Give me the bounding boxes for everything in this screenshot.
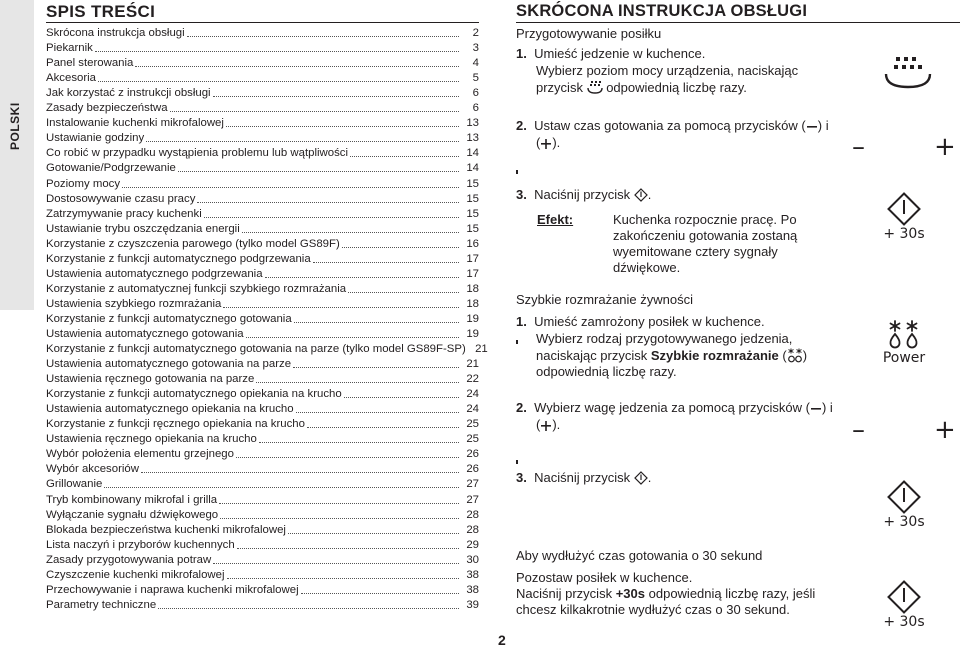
toc-entry-title: Lista naczyń i przyborów kuchennych (46, 538, 235, 551)
toc-entry-page: 25 (466, 418, 479, 431)
toc-entry-page: 2 (472, 27, 479, 40)
toc-entry (46, 281, 479, 296)
toc-leader-dots (135, 66, 459, 67)
toc-entry-title: Gotowanie/Podgrzewanie (46, 162, 176, 175)
minus-inline-icon (806, 121, 818, 133)
toc-entry (46, 341, 488, 356)
toc-entry-title: Akcesoria (46, 72, 97, 85)
toc-entry (46, 582, 479, 597)
toc-entry-title: Ustawienia ręcznego gotowania na parze (46, 373, 255, 386)
toc-entry-title: Ustawienia automatycznego podgrzewania (46, 267, 263, 280)
toc-entry-page: 24 (466, 388, 479, 401)
toc-entry-page: 15 (466, 192, 479, 205)
toc-leader-dots (242, 232, 459, 233)
section-heading-defrost: Szybkie rozmrażanie żywności (516, 292, 694, 307)
toc-leader-dots (178, 171, 459, 172)
minus-inline-icon (810, 403, 822, 415)
toc-entry-page: 15 (466, 177, 479, 190)
defrost-step-1-line-3: naciskając przycisk Szybkie rozmrażanie ( ) (536, 348, 808, 363)
toc-entry-title: Czyszczenie kuchenki mikrofalowej (46, 568, 225, 581)
toc-entry-title: Parametry techniczne (46, 598, 157, 611)
start-30s-icon: + 30s (880, 580, 928, 630)
toc-entry-title: Ustawianie godziny (46, 132, 145, 145)
toc-entry (46, 100, 479, 115)
toc-entry-title: Zasady bezpieczeństwa (46, 102, 168, 115)
toc-entry-title: Korzystanie z funkcji automatycznego gotowania na parze (tylko model GS89F-SP) (46, 343, 466, 356)
plus-inline-icon (540, 138, 552, 150)
toc-leader-dots (227, 578, 459, 579)
toc-entry-page: 4 (472, 57, 479, 70)
toc-entry (46, 537, 479, 552)
toc-entry (46, 371, 479, 386)
toc-leader-dots (296, 412, 459, 413)
toc-entry-title: Korzystanie z funkcji ręcznego opiekania na krucho (46, 418, 305, 431)
defrost-step-2-line-1: 2. Wybierz wagę jedzenia za pomocą przycisków ( ) i (516, 400, 833, 415)
toc-entry (46, 522, 479, 537)
toc-entry-page: 6 (472, 87, 479, 100)
step-2-line-2: ( ). (536, 135, 561, 150)
start-30s-icon: + 30s (880, 192, 928, 242)
quick-guide (516, 0, 960, 649)
toc-entry (46, 85, 479, 100)
toc-leader-dots (348, 292, 459, 293)
toc-leader-dots (197, 202, 459, 203)
start-inline-icon (634, 471, 648, 485)
toc-entry (46, 130, 479, 145)
toc-entry-title: Korzystanie z funkcji automatycznego opiekania na krucho (46, 388, 342, 401)
power-level-icon (882, 54, 934, 92)
toc-leader-dots (288, 533, 459, 534)
toc-entry-page: 15 (466, 222, 479, 235)
toc-entry (46, 40, 479, 55)
toc-entry-page: 22 (466, 373, 479, 386)
toc-entry-title: Ustawianie trybu oszczędzania energii (46, 222, 240, 235)
toc-entry-title: Ustawienia automatycznego opiekania na krucho (46, 403, 294, 416)
toc-entry (46, 145, 479, 160)
toc-leader-dots (213, 96, 459, 97)
toc-entry (46, 25, 479, 40)
toc-entry-page: 19 (466, 327, 479, 340)
toc-entry-title: Instalowanie kuchenki mikrofalowej (46, 117, 224, 130)
toc-entry-title: Korzystanie z automatycznej funkcji szybkiego rozmrażania (46, 282, 347, 295)
toc-leader-dots (223, 307, 459, 308)
toc-entry (46, 296, 479, 311)
toc-entry-page: 21 (475, 343, 488, 356)
toc-entry-title: Jak korzystać z instrukcji obsługi (46, 87, 211, 100)
toc-entry-page: 13 (466, 132, 479, 145)
toc-entry-title: Ustawienia szybkiego rozmrażania (46, 297, 222, 310)
language-side-tab (0, 0, 34, 310)
toc-entry-title: Korzystanie z funkcji automatycznego gotowania (46, 312, 292, 325)
defrost-step-1-line-1: 1. Umieść zamrożony posiłek w kuchence. (516, 314, 765, 329)
plus-icon: + (934, 132, 956, 162)
language-label: POLSKI (8, 102, 22, 150)
toc-leader-dots (344, 397, 459, 398)
page-number: 2 (498, 632, 506, 648)
toc-leader-dots (350, 156, 459, 157)
toc-entry-title: Ustawienia ręcznego opiekania na krucho (46, 433, 257, 446)
toc-entry-title: Dostosowywanie czasu pracy (46, 192, 196, 205)
defrost-step-1-line-4: odpowiednią liczbę razy. (536, 364, 677, 379)
toc-entry-page: 29 (466, 538, 479, 551)
toc-entry (46, 326, 479, 341)
toc-entry (46, 567, 479, 582)
toc-entry-title: Przechowywanie i naprawa kuchenki mikrofalowej (46, 583, 299, 596)
toc-leader-dots (293, 367, 459, 368)
toc-leader-dots (256, 382, 459, 383)
toc-entry-title: Blokada bezpieczeństwa kuchenki mikrofalowej (46, 523, 286, 536)
toc-entry (46, 446, 479, 461)
toc-entry-title: Skrócona instrukcja obsługi (46, 27, 185, 40)
toc-entry-page: 38 (466, 583, 479, 596)
guide-divider (516, 22, 960, 23)
start-30s-icon: + 30s (880, 480, 928, 530)
toc-entry (46, 55, 479, 70)
toc-entry-page: 6 (472, 102, 479, 115)
defrost-step-1-line-2: Wybierz rodzaj przygotowywanego jedzenia, (536, 331, 793, 346)
effect-line-1: Kuchenka rozpocznie pracę. Po (613, 212, 797, 227)
toc-entry (46, 356, 479, 371)
toc-entry-page: 18 (466, 297, 479, 310)
extend-line-3: chcesz kilkakrotnie wydłużyć czas o 30 sekund. (516, 602, 790, 617)
toc-leader-dots (219, 503, 459, 504)
toc-leader-dots (237, 548, 459, 549)
toc-title: SPIS TREŚCI (46, 2, 156, 21)
toc-entry-page: 30 (466, 553, 479, 566)
toc-entry-page: 26 (466, 463, 479, 476)
toc-entry (46, 206, 479, 221)
toc-leader-dots (307, 427, 459, 428)
toc-entry-title: Grillowanie (46, 478, 103, 491)
toc-entry (46, 175, 479, 190)
toc-leader-dots (141, 472, 459, 473)
step-3-line: 3. Naciśnij przycisk . (516, 187, 652, 202)
toc-entry-page: 19 (466, 312, 479, 325)
toc-entry (46, 191, 479, 206)
toc-entry-page: 5 (472, 72, 479, 85)
toc-entry (46, 115, 479, 130)
section-heading-extend-time: Aby wydłużyć czas gotowania o 30 sekund (516, 548, 763, 563)
plus-inline-icon (540, 420, 552, 432)
toc-entry (46, 221, 479, 236)
minus-icon: – (852, 132, 865, 162)
toc-entry (46, 236, 479, 251)
toc-leader-dots (265, 277, 459, 278)
toc-leader-dots (342, 247, 459, 248)
toc-entry-page: 28 (466, 508, 479, 521)
toc-leader-dots (226, 126, 459, 127)
toc-entry-title: Zatrzymywanie pracy kuchenki (46, 207, 202, 220)
power-level-inline-icon (587, 80, 603, 95)
minus-icon: – (852, 415, 865, 445)
toc-entry (46, 266, 479, 281)
toc-leader-dots (170, 111, 459, 112)
toc-entry-page: 28 (466, 523, 479, 536)
toc-entry (46, 311, 479, 326)
toc-entry-page: 14 (466, 162, 479, 175)
toc-leader-dots (104, 487, 459, 488)
toc-entry (46, 491, 479, 506)
toc-entry-page: 27 (466, 478, 479, 491)
toc-leader-dots (187, 36, 459, 37)
toc-leader-dots (146, 141, 459, 142)
toc-entry-title: Ustawienia automatycznego gotowania (46, 327, 244, 340)
toc-entry-title: Korzystanie z czyszczenia parowego (tylko model GS89F) (46, 237, 340, 250)
extend-line-1: Pozostaw posiłek w kuchence. (516, 570, 693, 585)
toc-entry-page: 24 (466, 403, 479, 416)
toc-entry (46, 70, 479, 85)
defrost-inline-icon (787, 348, 803, 363)
toc-leader-dots (313, 262, 459, 263)
toc-entry-page: 15 (466, 207, 479, 220)
toc-entry (46, 416, 479, 431)
toc-entry-title: Poziomy mocy (46, 177, 121, 190)
toc-entry-page: 14 (466, 147, 479, 160)
defrost-step-2-line-2: ( ). (536, 417, 561, 432)
effect-line-2: zakończeniu gotowania zostaną (613, 228, 798, 243)
toc-leader-dots (204, 217, 459, 218)
effect-line-3: wyemitowane cztery sygnały (613, 244, 778, 259)
toc-entry-title: Piekarnik (46, 42, 93, 55)
toc-leader-dots (158, 608, 459, 609)
step-2-line-1: 2. Ustaw czas gotowania za pomocą przycisków ( ) i (516, 118, 829, 133)
toc-entry (46, 461, 479, 476)
toc-leader-dots (236, 457, 459, 458)
toc-entry-title: Wybór akcesoriów (46, 463, 139, 476)
effect-line-4: dźwiękowe. (613, 260, 681, 275)
toc-entry (46, 431, 479, 446)
step-1-line-2: Wybierz poziom mocy urządzenia, naciskając (536, 63, 799, 78)
guide-title: SKRÓCONA INSTRUKCJA OBSŁUGI (516, 2, 808, 20)
toc-leader-dots (98, 81, 459, 82)
toc-leader-dots (259, 442, 459, 443)
toc-leader-dots (294, 322, 459, 323)
toc-entry-page: 3 (472, 42, 479, 55)
toc-entry-page: 26 (466, 448, 479, 461)
extend-line-2: Naciśnij przycisk +30s odpowiednią liczbę razy, jeśli (516, 586, 816, 601)
toc-entry-page: 25 (466, 433, 479, 446)
toc-entry-page: 27 (466, 493, 479, 506)
toc-leader-dots (122, 187, 459, 188)
step-1-line-3: przycisk odpowiednią liczbę razy. (536, 80, 747, 95)
toc-entry-page: 38 (466, 568, 479, 581)
toc-entry (46, 507, 479, 522)
toc-entry-title: Co robić w przypadku wystąpienia problemu lub wątpliwości (46, 147, 348, 160)
toc-entry-title: Ustawienia automatycznego gotowania na parze (46, 358, 292, 371)
toc-entry-title: Zasady przygotowywania potraw (46, 553, 212, 566)
toc-entry-page: 17 (466, 252, 479, 265)
toc-entry-title: Panel sterowania (46, 57, 134, 70)
toc-entry-title: Tryb kombinowany mikrofal i grilla (46, 493, 218, 506)
toc-entry-page: 17 (466, 267, 479, 280)
effect-label: Efekt: (537, 212, 574, 227)
defrost-power-icon: Power (879, 320, 929, 366)
toc-leader-dots (213, 563, 459, 564)
toc-leader-dots (95, 51, 459, 52)
toc-entry-page: 39 (466, 598, 479, 611)
toc-entry (46, 160, 479, 175)
toc-list (46, 25, 488, 612)
toc-entry (46, 597, 479, 612)
toc-entry-title: Wybór położenia elementu grzejnego (46, 448, 234, 461)
toc-entry (46, 552, 479, 567)
step-1-line-1: 1. Umieść jedzenie w kuchence. (516, 46, 706, 61)
toc-entry (46, 386, 479, 401)
plus-icon: + (934, 415, 956, 445)
section-heading-cooking: Przygotowywanie posiłku (516, 26, 662, 41)
toc-entry-page: 16 (466, 237, 479, 250)
toc-divider (46, 22, 479, 23)
toc-entry (46, 476, 479, 491)
toc-leader-dots (301, 593, 459, 594)
toc-leader-dots (220, 518, 459, 519)
toc-leader-dots (246, 337, 459, 338)
start-inline-icon (634, 188, 648, 202)
toc-entry-title: Wyłączanie sygnału dźwiękowego (46, 508, 219, 521)
defrost-step-3-line: 3. Naciśnij przycisk . (516, 470, 652, 485)
toc-entry (46, 401, 479, 416)
toc-entry-page: 13 (466, 117, 479, 130)
toc-entry-page: 21 (466, 358, 479, 371)
toc-entry-page: 18 (466, 282, 479, 295)
toc-entry (46, 251, 479, 266)
toc-entry-title: Korzystanie z funkcji automatycznego podgrzewania (46, 252, 311, 265)
